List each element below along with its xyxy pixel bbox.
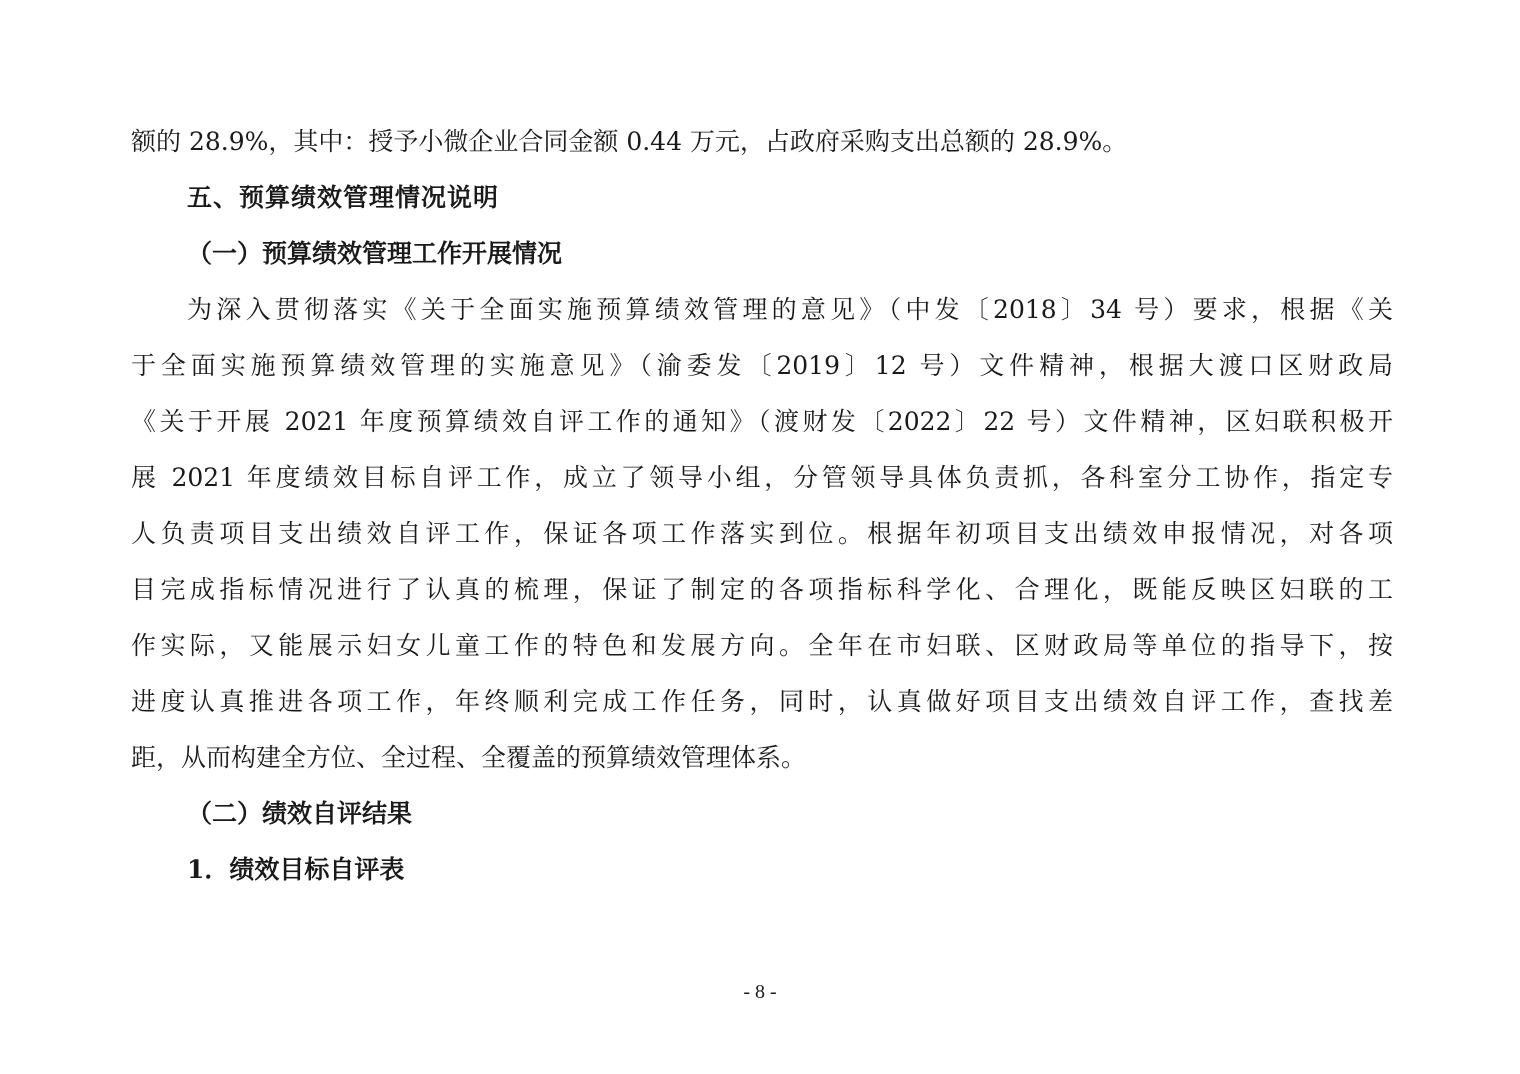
paragraph-line: 展 2021 年度绩效目标自评工作，成立了领导小组，分管领导具体负责抓，各科室分工协作，指定专 <box>131 463 1393 492</box>
item-heading-1: 1．绩效目标自评表 <box>187 855 405 884</box>
paragraph-line: 《关于开展 2021 年度预算绩效自评工作的通知》（渡财发〔2022〕22 号）文件精神，区妇联积极开 <box>131 407 1393 436</box>
section-heading: 五、预算绩效管理情况说明 <box>187 183 500 212</box>
paragraph-line: 距，从而构建全方位、全过程、全覆盖的预算绩效管理体系。 <box>131 743 807 772</box>
paragraph-line: 人负责项目支出绩效自评工作，保证各项工作落实到位。根据年初项目支出绩效申报情况，对各项 <box>131 519 1393 548</box>
paragraph-line: 目完成指标情况进行了认真的梳理，保证了制定的各项指标科学化、合理化，既能反映区妇联的工 <box>131 575 1393 604</box>
carryover-line: 额的 28.9%，其中：授予小微企业合同金额 0.44 万元，占政府采购支出总额的 28.9%。 <box>131 127 1128 156</box>
paragraph-line: 作实际，又能展示妇女儿童工作的特色和发展方向。全年在市妇联、区财政局等单位的指导下，按 <box>131 631 1393 660</box>
paragraph-line: 于全面实施预算绩效管理的实施意见》（渝委发〔2019〕12 号）文件精神，根据大渡口区财政局 <box>131 351 1393 380</box>
subsection-heading-1: （一）预算绩效管理工作开展情况 <box>187 239 563 268</box>
paragraph-line: 进度认真推进各项工作，年终顺利完成工作任务，同时，认真做好项目支出绩效自评工作，查找差 <box>131 687 1393 716</box>
paragraph-line: 为深入贯彻落实《关于全面实施预算绩效管理的意见》（中发〔2018〕34 号）要求，根据《关 <box>187 295 1393 324</box>
subsection-heading-2: （二）绩效自评结果 <box>187 799 413 828</box>
page-number: - 8 - <box>743 981 777 1003</box>
